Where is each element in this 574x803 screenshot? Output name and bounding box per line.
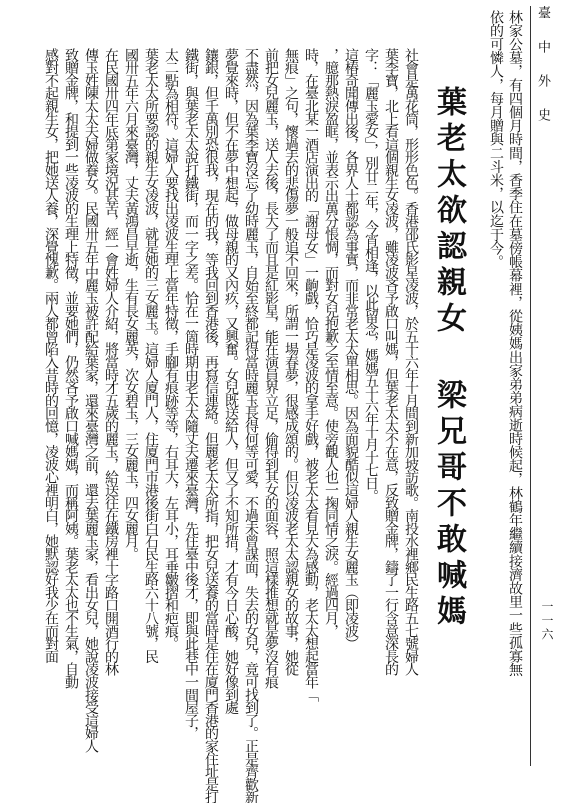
paragraph-line: 前把女兒麗玉，送人去後，長大了而且是紅影星，能在演員界立足，偷得到其女的面容，照這樣推想就是夢沒有痕 [263, 48, 279, 689]
paragraph-line: 夢覺來時，但不在夢中想起，做母親的又內疚，又興奮。女兒既送給人，但又了不知所措，才有今日心酸，她好像到處 [223, 48, 239, 714]
paragraph-line: 無痕」之句，懷過去的悲傷夢一般追不回來，所謂一場春夢，很感成頌的。但以凌波老太太認親女的故事，她從 [283, 48, 299, 676]
paragraph-line: 鑲銀，但千萬別恐很我，現在的我，等我回到香港後，再寫信連絡。但麗老太太所指，把女兒送養的當時是住在廈門香港的家住址是打 [203, 48, 219, 803]
paragraph-line: 社會是萬花筒，形形色色。香港邵氏影星凌波，於五十六年十月間到新加坡訪歌。南投水裡鄉民生路五七號婦人 [403, 48, 419, 676]
page-number: 一一六 [540, 600, 554, 642]
paragraph-line: 字：「麗玉愛女」，別廿二年，今宵相逢，以此留念，媽媽五十六年十月十七日。 [363, 48, 379, 502]
paragraph-line: 致贈金牌，和提到一些凌波的生理上特徵，並要她們，仍然吝予啟口喊媽媽，而稱阿姨。葉老太太也不生氣，自動 [63, 48, 79, 689]
paragraph-line: 在民國卅四年底第家境況甚苦，經一會姓婦人介紹，將當時才五歲的麗玉，給送往在鐵房裡十字路口開酒行的林 [103, 48, 119, 676]
paragraph-line: 太二點為相符。這婦人要找出凌波生理上當年特徵，手腳有痕跡等等，右耳大，左耳小，耳垂皺摺和疤痕。 [163, 48, 179, 650]
paragraph-line: 這樁奇聞傳出後，各界人士都認為事實，而非常老太太單相思。因為面貌酷似這婦人親生女麗玉（即凌波） [343, 48, 359, 650]
paragraph-line: 感對不起親生女，把她送人養，深覺愧歉。兩人都曾陷入昔時的回憶，凌波心裡明白，她默認好我少在而對面 [43, 48, 59, 663]
prev-article-line: 依的可憐人，每月贈與二斗米，以迄于今。 [488, 10, 504, 269]
prev-article-line: 林家公墓，有四個月時間，香季住在墓傍帳幕裡，從姨媽出家弟弟病逝時候起，林鶴年繼續接濟故里一些孤寡無 [507, 10, 523, 677]
paragraph-line: 國卅五年六月來臺灣，丈夫黃鴻昌早逝，生有長女麗英，次女碧玉，三女麗玉，四女麗月。 [123, 48, 139, 561]
paragraph-line: 時，在臺北某一酒店演出的「謝母女」一齣戲，恰巧是凌波的拿手好戲，被老太太看見大為感動，老太太想起當年「 [303, 48, 319, 701]
paragraph-line: 葉老太太所要認的親生女凌波，就是她的三女麗玉。這婦人廈門人，住廈門市港後街白石民生路六十八號，民 [143, 48, 159, 663]
paragraph-line: 葉李寶，北上看這個親生女凌波，雖凌波吝予啟口叫媽，但葉老太太不在意，反致贈金牌，鑄了一行含意深長的 [383, 48, 399, 676]
paragraph-line: ，臆那熱淚盈眶，並表示出萬分悵惆，而對女兒抱歉之至情至意。使旁觀人也一掬同情之淚。經過四月， [323, 48, 339, 637]
running-header: 臺 中 外 史 [535, 6, 550, 124]
header-rule [530, 6, 531, 766]
paragraph-line: 不盡然，因為葉李寶沒忘了幼時麗玉，自始至終都記得當時麗玉長得何等可愛，不過未曾謀面，失去的女兒，竟可找到了。正是齊歡新 [243, 48, 259, 803]
paragraph-line: 傳玉姓陳太太夫婦做養女。民國卅五年中麗玉被許配給葉家，還來臺灣之前，還去葉麗玉家，看出女兒，她說凌波接受這婦人 [83, 48, 99, 753]
article-title: 葉老太欲認親女 梁兄哥不敢喊媽 [431, 86, 466, 631]
paragraph-line: 鐵街，與葉老太太說打鐵街，而一字之差。恰在一箇時期由老太太隨丈夫遷來臺灣，先住臺中後才，即與此巷中一間屋子， [183, 48, 199, 740]
